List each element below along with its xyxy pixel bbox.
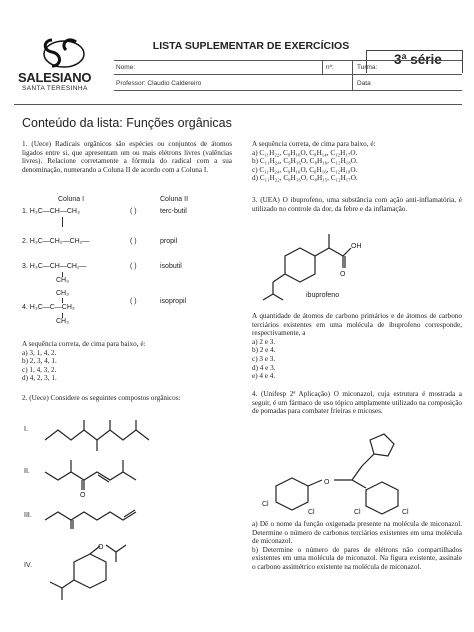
header-rule-1 bbox=[114, 60, 462, 61]
brand-name: SALESIANO bbox=[18, 70, 92, 85]
right-prompt: A sequência correta, de cima para baixo, é: bbox=[252, 140, 376, 148]
q3-question: A quantidade de átomos de carbono primários e de átomos de carbono terciários existentes em uma molécula de ibuprofeno corresponde, respectivamente, a a) 2 e 3. b) 2 e 4. c) 3 e 3. d) 4 e 3. e) 4 e 4. bbox=[252, 312, 462, 381]
ibuprofen-oh: OH bbox=[351, 243, 362, 250]
structure-2 bbox=[40, 454, 190, 498]
q1-option-a: a) 3, 1, 4, 2. bbox=[22, 348, 57, 357]
q1-name-2: propil bbox=[160, 238, 178, 245]
q1-sub-3: CH₃ bbox=[56, 277, 69, 284]
q3-option-a: a) 2 e 3. bbox=[252, 337, 276, 346]
q2-oxygen-label: O bbox=[80, 492, 86, 498]
q1-option-d: d) 4, 2, 3, 1. bbox=[22, 374, 57, 383]
miconazole-oxygen: O bbox=[324, 479, 330, 486]
numero-label: nº: bbox=[326, 64, 334, 71]
q1-option-b: b) 2, 3, 4, 1. bbox=[22, 357, 57, 366]
right-option-b: b) C₁₁H₂₄, C₉H₁₆O, C₈H₁₆, C₁₂H₁₈O. bbox=[252, 157, 358, 166]
q4-item-b: b) Determine o número de pares de elétrons não compartilhados existentes em uma molécula de miconazol. Na figura existente, assinale o carbono assimétrico existente na molécula de miconazol. bbox=[252, 545, 462, 571]
q1-formula-3: 3. H₃C—CH—CH₂— bbox=[22, 263, 87, 270]
q2-ether-oxygen: O bbox=[98, 544, 104, 551]
structure-3 bbox=[40, 504, 190, 530]
ibuprofen-label: ibuprofeno bbox=[306, 292, 340, 299]
salesiano-logo bbox=[14, 36, 114, 98]
right-option-a: a) C₁₁H₂₂, C₉H₁₆O, C₈H₁₄, C₁₂H₁₇O. bbox=[252, 148, 358, 157]
q1-name-3: isobutil bbox=[160, 263, 182, 270]
q1-name-1: terc-butil bbox=[160, 208, 187, 215]
q4-text: 4. (Unifesp 2ª Aplicação) O miconazol, cuja estrutura é mostrada a seguir, é um fármaco de uso tópico amplamente utilizado na composição de pomadas para combater frieiras e micoses. bbox=[252, 390, 462, 416]
page-title: LISTA SUPLEMENTAR DE EXERCÍCIOS bbox=[152, 40, 350, 52]
q1-paren-2[interactable]: ( ) bbox=[130, 238, 137, 245]
q2-label-4: IV. bbox=[24, 562, 32, 569]
brand-sub: SANTA TERESINHA bbox=[22, 85, 88, 92]
serie-label: 3ª série bbox=[394, 52, 442, 67]
section-rule bbox=[14, 104, 462, 105]
miconazole-structure bbox=[262, 430, 452, 516]
cl-right-2: Cl bbox=[402, 509, 409, 516]
header-divider-1 bbox=[322, 60, 323, 74]
q1-text: 1. (Uece) Radicais orgânicos são espécies ou conjuntos de átomos ligados entre si, que apresentam um ou mais elétrons livres (valências livres). Relacione corretamente a fórmula do radical com a sua denominação, numerando a Coluna II de acordo com a Coluna I. bbox=[22, 140, 232, 174]
q4-items bbox=[252, 520, 462, 572]
nome-label: Nome: bbox=[116, 64, 136, 71]
cl-left-1: Cl bbox=[262, 501, 269, 508]
q3-option-c: c) 3 e 3. bbox=[252, 354, 276, 363]
q1-sub-4b: CH₃ bbox=[56, 318, 69, 325]
coluna-1-header: Coluna I bbox=[58, 196, 85, 203]
q1-formula-1: 1. H₃C—CH—CH₃ bbox=[22, 208, 80, 215]
header-rule-3 bbox=[114, 90, 462, 91]
professor-label: Professor: Claudio Caldereiro bbox=[116, 80, 202, 87]
q1-paren-4[interactable]: ( ) bbox=[130, 298, 137, 305]
q1-prompt: A sequência correta, de cima para baixo, é: bbox=[22, 340, 146, 348]
cl-right-1: Cl bbox=[354, 509, 361, 516]
q1-sub-4a: CH₃ bbox=[56, 290, 69, 297]
q4-item-a: a) Dê o nome da função oxigenada presente na molécula de miconazol. Determine o número de carbonos terciários existentes em uma molécula de miconazol. bbox=[252, 520, 462, 546]
ibuprofen-o: O bbox=[340, 271, 346, 278]
q1-options bbox=[22, 340, 232, 383]
right-option-c: c) C₁₁H₂₄, C₉H₁₆O, C₈H₁₆, C₁₂H₁₈O. bbox=[252, 165, 358, 174]
q3-option-d: d) 4 e 3. bbox=[252, 363, 276, 372]
q1-option-c: c) 1, 4, 3, 2. bbox=[22, 365, 57, 374]
data-label: Data bbox=[357, 80, 371, 87]
right-option-d: d) C₁₁H₂₂, C₈H₁₆O, C₈H₁₅, C₁₂H₁₇O. bbox=[252, 174, 358, 183]
coluna-2-header: Coluna II bbox=[160, 196, 189, 203]
header-divider-2 bbox=[352, 60, 353, 90]
right-top-options bbox=[252, 140, 462, 183]
bond-1 bbox=[62, 217, 63, 227]
q2-label-1: I. bbox=[24, 426, 28, 433]
header-rule-2 bbox=[114, 74, 462, 75]
q1-formula-4: 4. H₃C—C—CH₃ bbox=[22, 304, 75, 311]
cl-left-2: Cl bbox=[308, 509, 315, 516]
turma-label: Turma: bbox=[357, 64, 378, 71]
q1-paren-1[interactable]: ( ) bbox=[130, 208, 137, 215]
structure-4 bbox=[40, 540, 180, 604]
q3-text: 3. (UEA) O ibuprofeno, uma substância com ação anti-inflamatória, é utilizado no controle da dor, da febre e da inflamação. bbox=[252, 196, 462, 213]
q1-name-4: isopropil bbox=[160, 298, 187, 305]
bond-4a bbox=[62, 298, 63, 303]
q3-option-b: b) 2 e 4. bbox=[252, 346, 276, 355]
q1-formula-2: 2. H₃C—CH₂—CH₂— bbox=[22, 238, 90, 245]
header bbox=[14, 36, 462, 98]
structure-1 bbox=[40, 418, 190, 454]
q1-paren-3[interactable]: ( ) bbox=[130, 263, 137, 270]
q3-option-e: e) 4 e 4. bbox=[252, 372, 276, 381]
q2-label-3: III. bbox=[24, 512, 32, 519]
content-heading: Conteúdo da lista: Funções orgânicas bbox=[22, 116, 232, 130]
q2-label-2: II. bbox=[24, 468, 30, 475]
q2-text: 2. (Uece) Considere os seguintes compostos orgânicos: bbox=[22, 394, 181, 402]
